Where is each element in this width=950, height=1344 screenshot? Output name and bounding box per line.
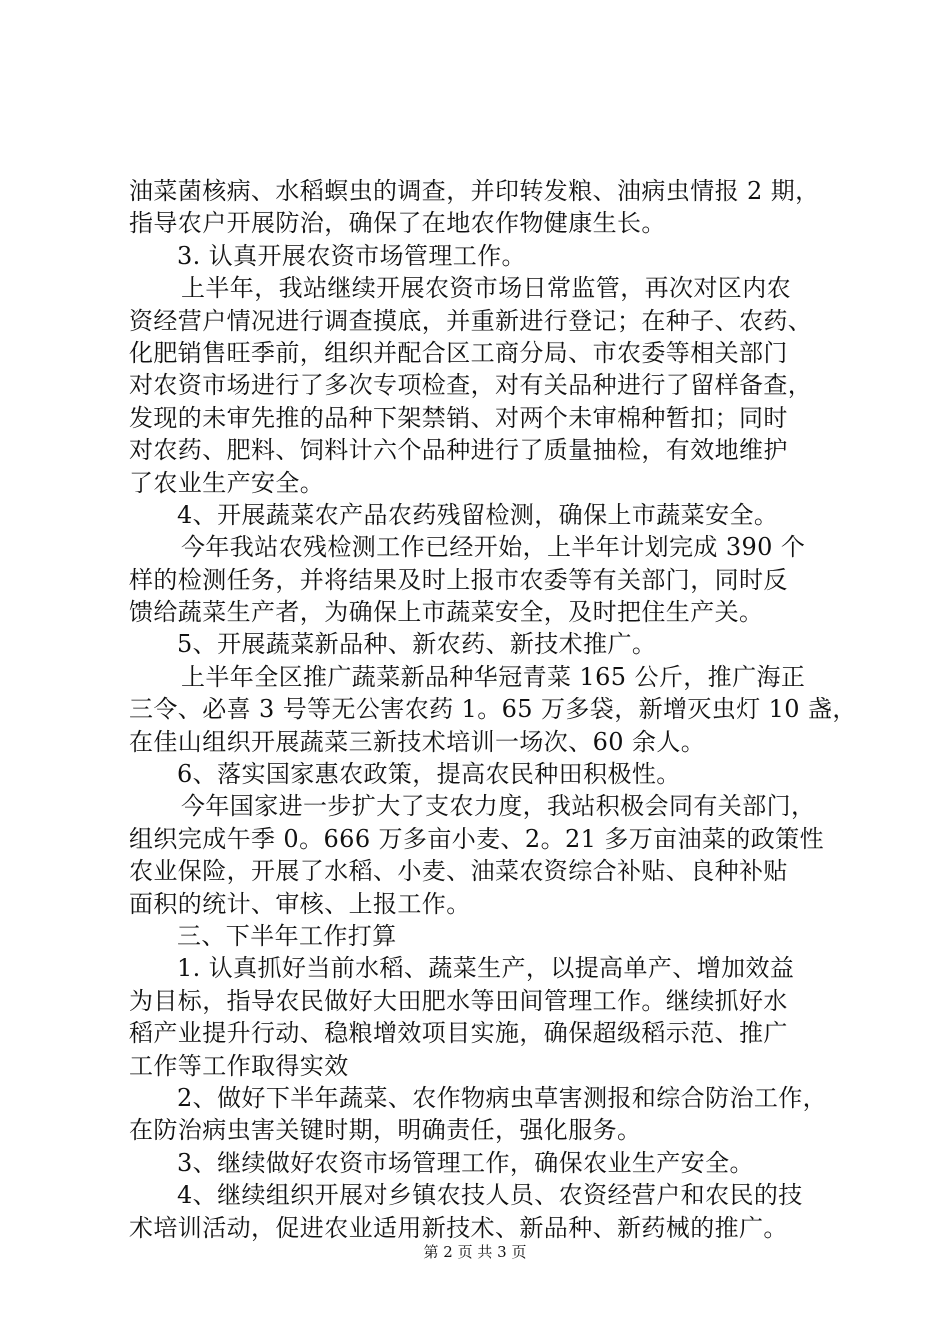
text-line: 为目标，指导农民做好大田肥水等田间管理工作。继续抓好水	[129, 986, 788, 1015]
list-item-3: 3、继续做好农资市场管理工作，确保农业生产安全。	[177, 1148, 754, 1177]
section-heading: 3. 认真开展农资市场管理工作。	[177, 241, 526, 270]
text-line: 化肥销售旺季前，组织并配合区工商分局、市农委等相关部门	[129, 338, 788, 367]
text-line: 组织完成午季 0。666 万多亩小麦、2。21 多万亩油菜的政策性	[129, 824, 824, 853]
text-line: 了农业生产安全。	[129, 468, 325, 497]
text-line: 资经营户情况进行调查摸底，并重新进行登记；在种子、农药、	[129, 306, 813, 335]
text-line: 馈给蔬菜生产者，为确保上市蔬菜安全，及时把住生产关。	[129, 598, 764, 627]
text-line: 面积的统计、审核、上报工作。	[129, 889, 471, 918]
text-line: 油菜菌核病、水稻螟虫的调查，并印转发粮、油病虫情报 2 期，	[129, 177, 820, 205]
text-line: 今年我站农残检测工作已经开始，上半年计划完成 390 个	[181, 533, 806, 562]
section-heading: 6、落实国家惠农政策，提高农民种田积极性。	[177, 760, 681, 789]
text-line: 上半年全区推广蔬菜新品种华冠青菜 165 公斤，推广海正	[181, 662, 806, 691]
text-line: 在佳山组织开展蔬菜三新技术培训一场次、60 余人。	[129, 727, 706, 756]
section-heading: 三、下半年工作打算	[177, 921, 397, 950]
text-line: 指导农户开展防治，确保了在地农作物健康生长。	[129, 209, 666, 238]
text-line: 发现的未审先推的品种下架禁销、对两个未审棉种暂扣；同时	[129, 403, 788, 432]
text-line: 对农药、肥料、饲料计六个品种进行了质量抽检，有效地维护	[129, 436, 788, 465]
text-line: 样的检测任务，并将结果及时上报市农委等有关部门，同时反	[129, 565, 788, 594]
section-heading: 5、开展蔬菜新品种、新农药、新技术推广。	[177, 630, 657, 659]
text-line: 术培训活动，促进农业适用新技术、新品种、新药械的推广。	[129, 1213, 788, 1242]
text-line: 在防治病虫害关键时期，明确责任，强化服务。	[129, 1116, 642, 1145]
text-line: 对农资市场进行了多次专项检查，对有关品种进行了留样备查，	[129, 371, 813, 400]
text-line: 农业保险，开展了水稻、小麦、油菜农资综合补贴、良种补贴	[129, 857, 788, 886]
list-item-2: 2、做好下半年蔬菜、农作物病虫草害测报和综合防治工作，	[177, 1083, 828, 1112]
body-text	[129, 175, 857, 1244]
page-footer	[0, 1242, 950, 1262]
text-line: 工作等工作取得实效	[129, 1051, 349, 1080]
text-line: 今年国家进一步扩大了支农力度，我站积极会同有关部门，	[181, 792, 816, 821]
section-heading: 4、开展蔬菜农产品农药残留检测，确保上市蔬菜安全。	[177, 500, 779, 529]
list-item-4: 4、继续组织开展对乡镇农技人员、农资经营户和农民的技	[177, 1181, 803, 1210]
text-line: 三令、必喜 3 号等无公害农药 1。65 万多袋，新增灭虫灯 10 盏，	[129, 695, 857, 724]
text-line: 稻产业提升行动、稳粮增效项目实施，确保超级稻示范、推广	[129, 1019, 788, 1048]
list-item-1: 1. 认真抓好当前水稻、蔬菜生产，以提高单产、增加效益	[177, 954, 795, 983]
text-line: 上半年，我站继续开展农资市场日常监管，再次对区内农	[181, 274, 791, 303]
page-number: 第 2 页 共 3 页	[423, 1243, 527, 1261]
